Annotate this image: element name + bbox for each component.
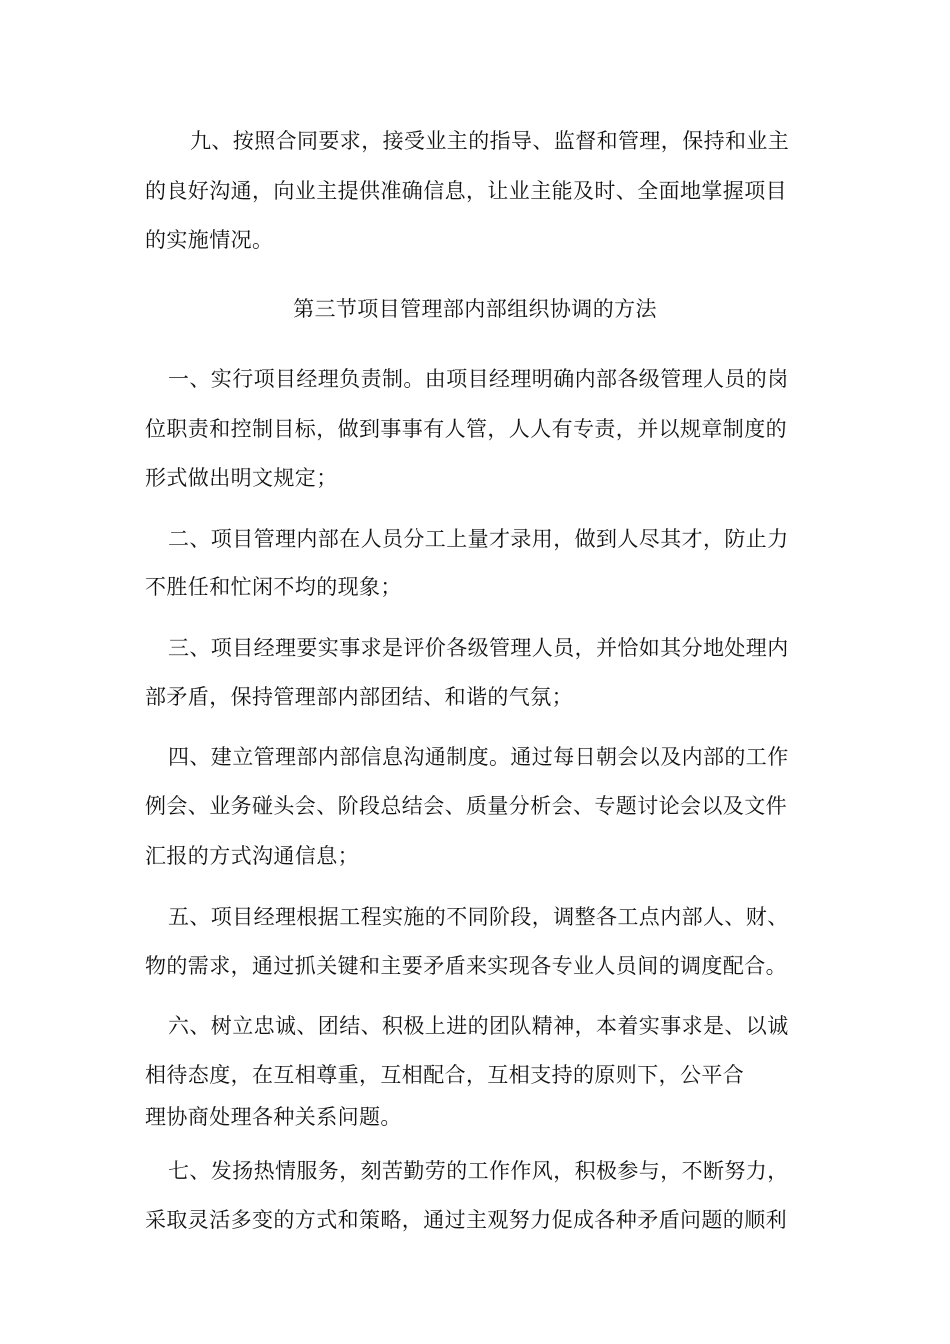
paragraph-5-line-1: 五、项目经理根据工程实施的不同阶段，调整各工点内部人、财、 bbox=[168, 905, 789, 929]
paragraph-1-line-3: 形式做出明文规定； bbox=[145, 466, 338, 490]
paragraph-9-line-3: 的实施情况。 bbox=[145, 228, 274, 252]
paragraph-5-line-2: 物的需求，通过抓关键和主要矛盾来实现各专业人员间的调度配合。 bbox=[145, 954, 787, 978]
paragraph-3-line-2: 部矛盾，保持管理部内部团结、和谐的气氛； bbox=[145, 685, 573, 709]
paragraph-3-line-1: 三、项目经理要实事求是评价各级管理人员，并恰如其分地处理内 bbox=[168, 636, 789, 660]
paragraph-4-line-3: 汇报的方式沟通信息； bbox=[145, 844, 359, 868]
paragraph-2-line-2: 不胜任和忙闲不均的现象； bbox=[145, 575, 402, 599]
paragraph-2-line-1: 二、项目管理内部在人员分工上量才录用，做到人尽其才，防止力 bbox=[168, 527, 789, 551]
paragraph-9-line-2: 的良好沟通，向业主提供准确信息，让业主能及时、全面地掌握项目 bbox=[145, 179, 787, 203]
paragraph-9-line-1: 九、按照合同要求，接受业主的指导、监督和管理，保持和业主 bbox=[190, 129, 790, 153]
paragraph-6-line-3: 理协商处理各种关系问题。 bbox=[145, 1105, 402, 1129]
section-title: 第三节项目管理部内部组织协调的方法 bbox=[293, 297, 657, 321]
paragraph-4-line-2: 例会、业务碰头会、阶段总结会、质量分析会、专题讨论会以及文件 bbox=[145, 794, 787, 818]
paragraph-7-line-1: 七、发扬热情服务，刻苦勤劳的工作作风，积极参与，不断努力， bbox=[168, 1159, 789, 1183]
paragraph-4-line-1: 四、建立管理部内部信息沟通制度。通过每日朝会以及内部的工作 bbox=[168, 745, 789, 769]
paragraph-6-line-2: 相待态度，在互相尊重，互相配合，互相支持的原则下，公平合 bbox=[145, 1063, 745, 1087]
paragraph-6-line-1: 六、树立忠诚、团结、积极上进的团队精神，本着实事求是、以诚 bbox=[168, 1014, 789, 1038]
paragraph-1-line-1: 一、实行项目经理负责制。由项目经理明确内部各级管理人员的岗 bbox=[168, 367, 789, 391]
paragraph-1-line-2: 位职责和控制目标，做到事事有人管，人人有专责，并以规章制度的 bbox=[145, 417, 787, 441]
paragraph-7-line-2: 采取灵活多变的方式和策略，通过主观努力促成各种矛盾问题的顺利 bbox=[145, 1208, 787, 1232]
